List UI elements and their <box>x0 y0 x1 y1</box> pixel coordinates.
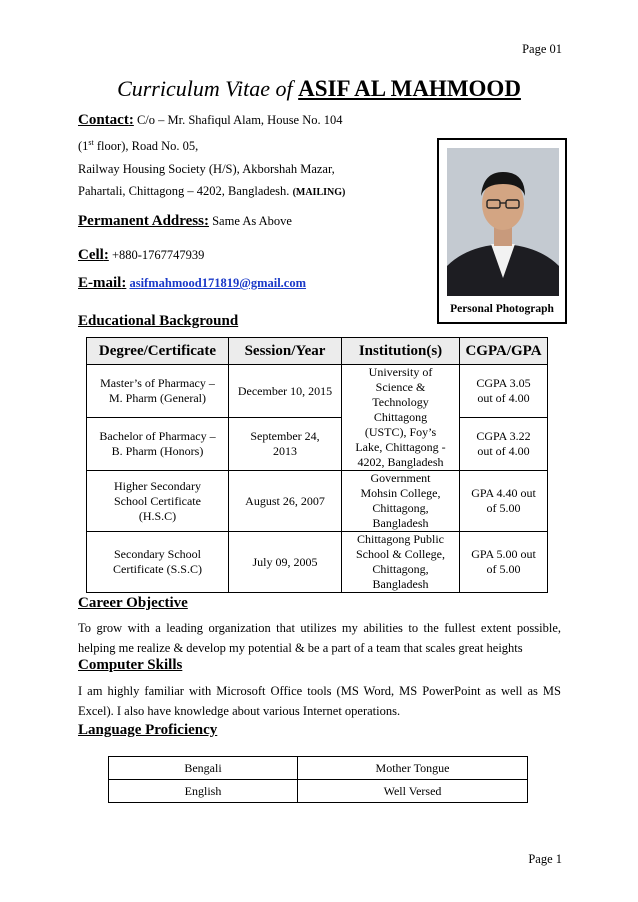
contact-address-2-pre: (1 <box>78 139 89 154</box>
degree-line: B. Pharm (Honors) <box>111 444 204 458</box>
table-row <box>87 471 548 532</box>
institution-line: (USTC), Foy’s <box>364 425 437 439</box>
cell-value: +880-1767747939 <box>111 248 205 262</box>
result-line: CGPA 3.22 <box>476 429 531 443</box>
cv-title <box>0 76 638 102</box>
degree-line: School Certificate <box>114 493 201 508</box>
institution-line: Science & <box>375 380 426 394</box>
person-portrait-icon <box>447 148 559 296</box>
permanent-address-line: Permanent Address: Same As Above <box>78 213 292 229</box>
institution-line: Bangladesh <box>372 577 429 591</box>
session-cell: August 26, 2007 <box>229 471 342 532</box>
header-institution: Institution(s) <box>342 338 460 365</box>
personal-photo-box <box>437 138 567 324</box>
result-line: out of 4.00 <box>477 391 530 405</box>
result-cell <box>460 365 548 418</box>
result-line: of 5.00 <box>486 501 521 515</box>
table-row <box>87 365 548 418</box>
language-cell: English <box>109 780 298 803</box>
cell-label: Cell <box>78 247 104 263</box>
page-number-top: Page 01 <box>522 42 562 56</box>
header-degree: Degree/Certificate <box>87 338 229 365</box>
contact-line-1: Contact: C/o – Mr. Shafiqul Alam, House No. 104 <box>78 112 343 128</box>
contact-line-4 <box>78 184 345 199</box>
table-row <box>109 757 528 780</box>
result-line: GPA 4.40 out <box>471 486 536 500</box>
personal-photo <box>447 148 559 296</box>
result-line: GPA 5.00 out <box>471 547 536 561</box>
language-table <box>108 756 528 803</box>
contact-label: Contact <box>78 112 129 128</box>
page-number-bottom: Page 1 <box>528 852 562 866</box>
degree-cell <box>87 365 229 418</box>
header-session: Session/Year <box>229 338 342 365</box>
cv-title-lead: Curriculum Vitae of <box>117 76 299 101</box>
cell-line: Cell: +880-1767747939 <box>78 247 205 263</box>
degree-line: M. Pharm (General) <box>109 391 206 405</box>
institution-cell <box>342 471 460 532</box>
institution-line: Chittagong Public <box>357 532 444 546</box>
session-cell: December 10, 2015 <box>229 365 342 418</box>
institution-line: Technology <box>372 395 429 409</box>
proficiency-cell: Mother Tongue <box>298 757 528 780</box>
contact-address-4: Pahartali, Chittagong – 4202, Bangladesh. <box>78 184 290 198</box>
contact-address-1: C/o – Mr. Shafiqul Alam, House No. 104 <box>136 113 343 127</box>
career-objective-text: To grow with a leading organization that utilizes my abilities to the fullest extent possible, helping me realize & develop my potential & be a part of a team that scales great heights <box>78 621 561 655</box>
computer-skills-title: Computer Skills <box>78 657 183 673</box>
result-cell <box>460 532 548 593</box>
degree-cell <box>87 471 229 532</box>
computer-skills-text: I am highly familiar with Microsoft Office tools (MS Word, MS PowerPoint as well as MS Excel). I also have knowledge about various Internet operations. <box>78 684 561 718</box>
result-cell <box>460 471 548 532</box>
result-line: CGPA 3.05 <box>476 376 531 390</box>
institution-line: Mohsin College, <box>360 486 441 500</box>
institution-line: Chittagong, <box>372 501 429 515</box>
permanent-address-value: Same As Above <box>212 214 292 228</box>
degree-line: Higher Secondary <box>114 478 201 493</box>
photo-caption: Personal Photograph <box>450 303 554 315</box>
institution-line: Bangladesh <box>372 516 429 530</box>
language-title: Language Proficiency <box>78 722 218 738</box>
result-line: out of 4.00 <box>477 444 530 458</box>
session-line: 2013 <box>273 444 297 458</box>
table-row <box>109 780 528 803</box>
result-cell <box>460 418 548 471</box>
session-cell <box>229 418 342 471</box>
institution-line: Chittagong <box>373 410 428 424</box>
email-label: E-mail <box>78 275 122 291</box>
education-table <box>86 337 548 593</box>
contact-address-3: Railway Housing Society (H/S), Akborshah Mazar, <box>78 162 335 176</box>
degree-cell <box>87 418 229 471</box>
session-cell: July 09, 2005 <box>229 532 342 593</box>
institution-line: 4202, Bangladesh <box>357 455 444 469</box>
language-cell: Bengali <box>109 757 298 780</box>
institution-cell <box>342 365 460 471</box>
header-result: CGPA/GPA <box>460 338 548 365</box>
degree-line: Bachelor of Pharmacy – <box>99 429 216 443</box>
institution-line: Government <box>370 471 431 485</box>
cv-title-name: ASIF AL MAHMOOD <box>298 76 521 101</box>
mailing-tag: (MAILING) <box>292 187 346 198</box>
institution-line: University of <box>368 365 433 379</box>
email-line: E-mail: asifmahmood171819@gmail.com <box>78 275 307 291</box>
table-row <box>87 532 548 593</box>
table-row <box>87 418 548 471</box>
contact-address-2-post: floor), Road No. 05, <box>93 139 199 154</box>
institution-line: School & College, <box>356 547 445 561</box>
degree-line: (H.S.C) <box>138 508 177 523</box>
degree-line: Master’s of Pharmacy – <box>100 376 215 390</box>
education-title: Educational Background <box>78 313 239 329</box>
proficiency-cell: Well Versed <box>298 780 528 803</box>
institution-line: Chittagong, <box>372 562 429 576</box>
result-line: of 5.00 <box>486 562 521 576</box>
permanent-address-label: Permanent Address <box>78 213 204 229</box>
email-link[interactable]: asifmahmood171819@gmail.com <box>129 276 307 290</box>
career-objective-title: Career Objective <box>78 595 188 611</box>
degree-line: Certificate (S.S.C) <box>113 562 202 576</box>
degree-cell <box>87 532 229 593</box>
degree-line: Secondary School <box>114 547 201 561</box>
contact-line-2 <box>78 138 198 154</box>
contact-address-2-sup: st <box>88 138 94 147</box>
institution-line: Lake, Chittagong - <box>355 440 446 454</box>
session-line: September 24, <box>250 429 320 443</box>
education-header-row <box>87 338 548 365</box>
institution-cell <box>342 532 460 593</box>
